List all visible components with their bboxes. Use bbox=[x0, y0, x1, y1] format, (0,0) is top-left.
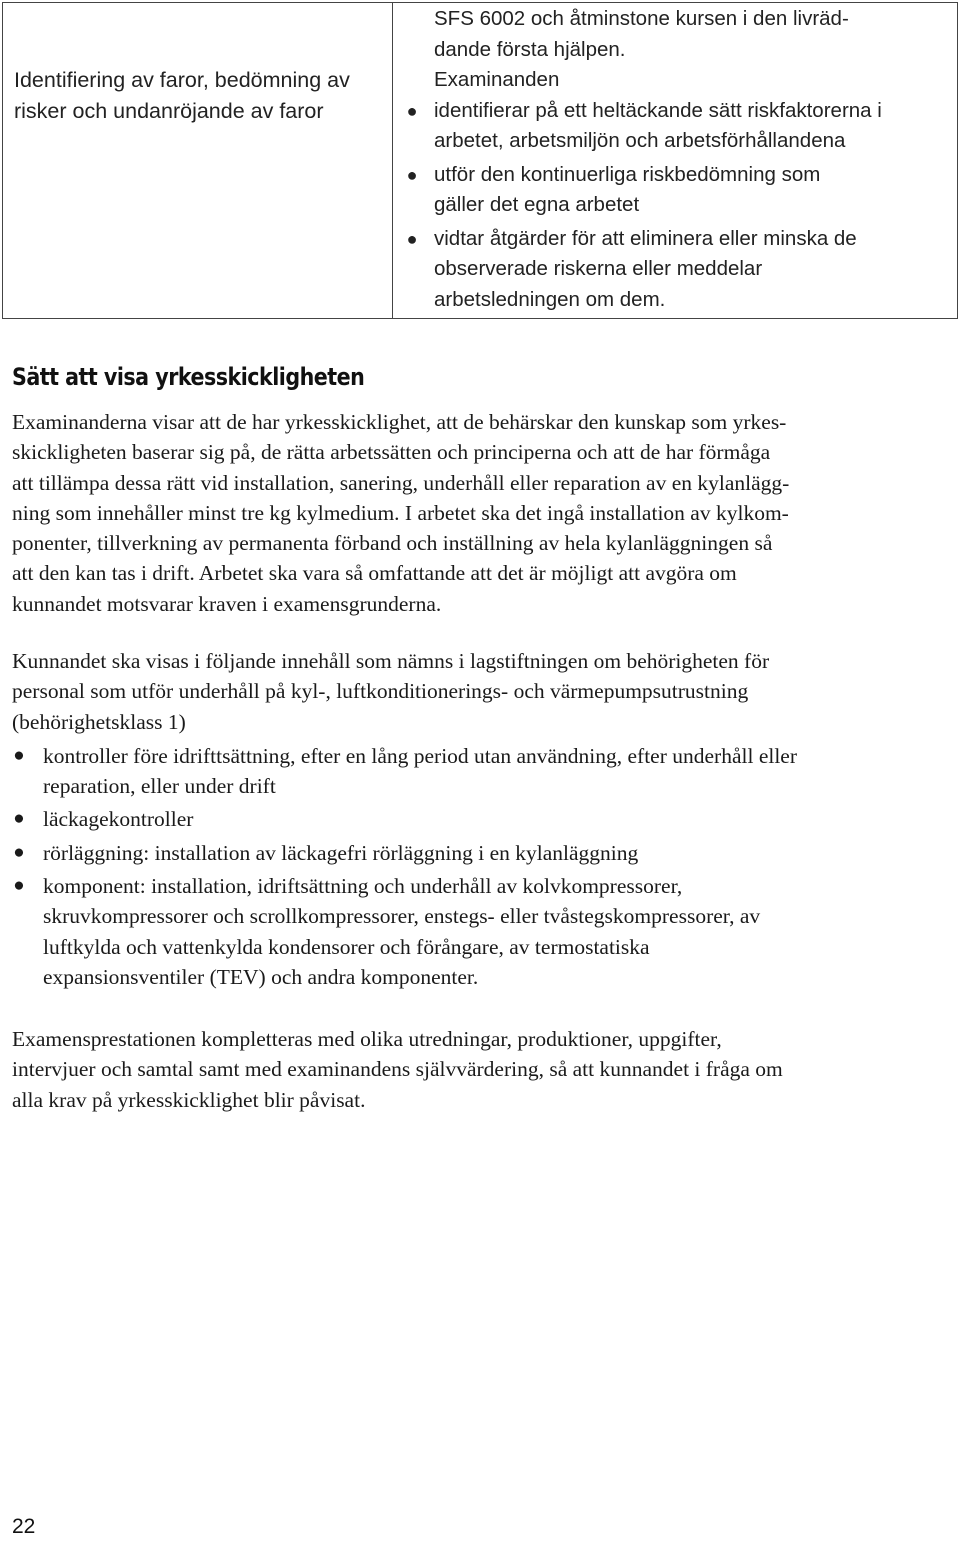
text-line: Examensprestationen kompletteras med olika utredningar, produktioner, uppgifter, bbox=[12, 1027, 722, 1051]
bullet-icon: ● bbox=[13, 875, 25, 897]
text-line: att den kan tas i drift. Arbetet ska vara så omfattande att det är möjligt att avgöra om bbox=[12, 561, 737, 586]
list-item-line: reparation, eller under drift bbox=[43, 774, 276, 799]
text-line: ning som innehåller minst tre kg kylmedium. I arbetet ska det ingå installation av kylkom- bbox=[12, 500, 789, 525]
paragraph-content-requirements bbox=[12, 646, 942, 995]
text-line: personal som utför underhåll på kyl-, luftkonditionerings- och värmepumpsutrustning bbox=[12, 679, 749, 704]
lead-text: Examinanden bbox=[434, 68, 560, 91]
bullet-icon: ● bbox=[13, 808, 25, 830]
list-item bbox=[12, 804, 942, 834]
list-item-line: luftkylda och vattenkylda kondensorer och förångare, av termostatiska bbox=[43, 934, 650, 959]
text-line: (behörighetsklass 1) bbox=[12, 709, 186, 734]
list-item-line: läckagekontroller bbox=[43, 807, 194, 832]
list-item bbox=[406, 160, 949, 221]
intro-text bbox=[434, 4, 949, 65]
bullet-icon: ● bbox=[13, 841, 25, 863]
bullet-icon: ● bbox=[406, 164, 418, 185]
list-item-line: rörläggning: installation av läckagefri rörläggning i en kylanläggning bbox=[43, 840, 639, 865]
criteria-name: Identifiering av faror, bedömning av risker och undanröjande av faror bbox=[14, 68, 350, 123]
list-item-line: utför den kontinuerliga riskbedömning som bbox=[434, 162, 821, 186]
text-line: kunnandet motsvarar kraven i examensgrunderna. bbox=[12, 591, 442, 616]
text-line: ponenter, tillverkning av permanenta förband och inställning av hela kylanläggningen så bbox=[12, 531, 773, 556]
list-item-line: arbetet, arbetsmiljön och arbetsförhållandena bbox=[434, 129, 846, 152]
criteria-row bbox=[3, 3, 958, 319]
intro-line: dande första hjälpen. bbox=[434, 37, 626, 61]
list-item-line: kontroller före idrifttsättning, efter en lång period utan användning, efter underhåll eller bbox=[43, 743, 798, 768]
criteria-description bbox=[393, 3, 957, 315]
list-item bbox=[406, 96, 949, 157]
list-item-line: gäller det egna arbetet bbox=[434, 193, 640, 216]
list-item bbox=[12, 871, 942, 992]
text-line: intervjuer och samtal samt med examinandens självvärdering, så att kunnandet i fråga om bbox=[12, 1057, 783, 1082]
intro-line: SFS 6002 och åtminstone kursen i den livräd- bbox=[434, 7, 849, 30]
list-item bbox=[12, 741, 942, 802]
list-item bbox=[12, 838, 942, 868]
list-item-line: vidtar åtgärder för att eliminera eller minska de bbox=[434, 226, 857, 250]
list-item-line: komponent: installation, idriftsättning och underhåll av kolvkompressorer, bbox=[43, 874, 683, 899]
list-item-line: expansionsventiler (TEV) och andra komponenter. bbox=[43, 964, 479, 989]
page-number: 22 bbox=[12, 1515, 36, 1538]
bullet-icon: ● bbox=[13, 744, 25, 766]
text-line: skickligheten baserar sig på, de rätta arbetssätten och principerna och att de har förmåga bbox=[12, 440, 771, 465]
text-line: alla krav på yrkesskicklighet blir påvisat. bbox=[12, 1087, 366, 1112]
list-item-line: skruvkompressorer och scrollkompressorer, enstegs- eller tvåstegskompressorer, av bbox=[43, 904, 761, 929]
section-heading: Sätt att visa yrkesskickligheten bbox=[12, 363, 365, 391]
criteria-description-cell bbox=[393, 3, 958, 319]
text-line: att tillämpa dessa rätt vid installation, sanering, underhåll eller reparation av en kylanlägg- bbox=[12, 470, 790, 495]
list-item-line: observerade riskerna eller meddelar bbox=[434, 257, 763, 280]
requirements-bullet-list bbox=[12, 741, 942, 992]
criteria-name-cell bbox=[3, 3, 393, 319]
criteria-bullet-list bbox=[406, 96, 949, 316]
text-line: Examinanderna visar att de har yrkesskicklighet, att de behärskar den kunskap som yrkes- bbox=[12, 410, 787, 434]
text-line: Kunnandet ska visas i följande innehåll som nämns i lagstiftningen om behörigheten för bbox=[12, 649, 770, 673]
list-item bbox=[406, 224, 949, 316]
paragraph-demonstration bbox=[12, 407, 942, 619]
criteria-table bbox=[2, 2, 958, 319]
list-item-line: arbetsledningen om dem. bbox=[434, 287, 666, 311]
paragraph-complement bbox=[12, 1024, 942, 1115]
bullet-icon: ● bbox=[406, 100, 418, 121]
list-item-line: identifierar på ett heltäckande sätt riskfaktorerna i bbox=[434, 98, 882, 122]
bullet-icon: ● bbox=[406, 228, 418, 249]
